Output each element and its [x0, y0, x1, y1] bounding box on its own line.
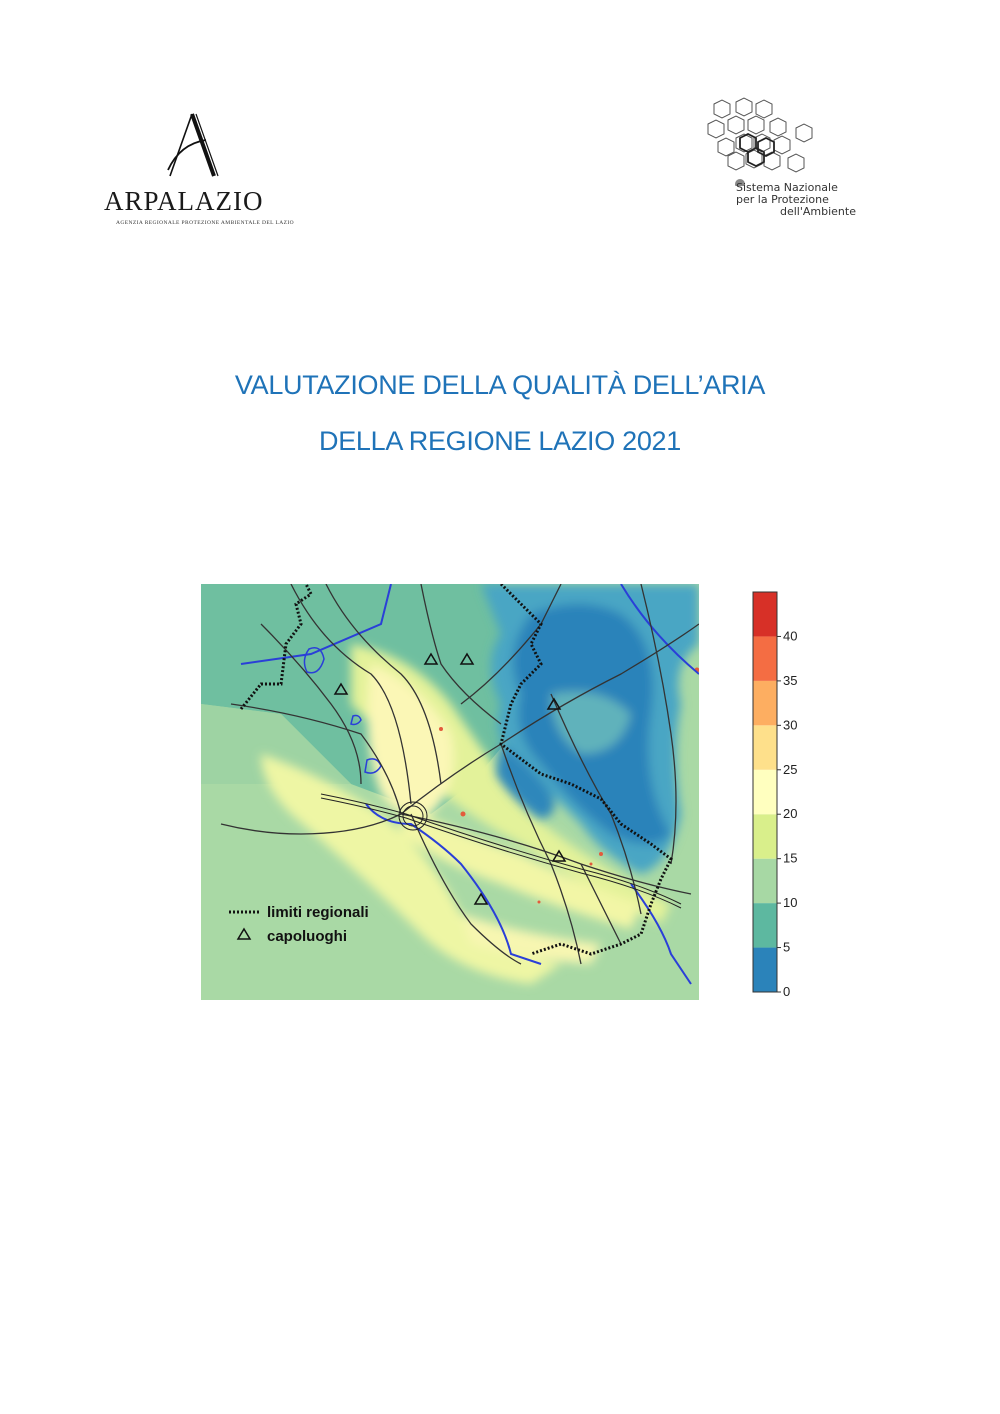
colorbar-tick-label: 25 [783, 761, 798, 777]
colorbar-band [753, 903, 777, 947]
air-quality-map [201, 584, 699, 1000]
arpalazio-mark-icon [162, 110, 222, 182]
colorbar-tick-label: 5 [783, 939, 791, 955]
regional-limits-legend-label: limiti regionali [267, 904, 369, 921]
colorbar-band [753, 948, 777, 992]
arpalazio-logo [104, 110, 294, 230]
colorbar-tick-label: 15 [783, 850, 798, 866]
snpa-text [736, 182, 906, 218]
document-title-line1: VALUTAZIONE DELLA QUALITÀ DELL’ARIA [234, 370, 766, 400]
colorbar-tick-label: 10 [783, 895, 798, 911]
colorbar-band [753, 770, 777, 814]
arpalazio-name: ARPALAZIO [104, 186, 264, 216]
snpa-logo [700, 96, 900, 231]
colorbar-band [753, 592, 777, 636]
snpa-line1: Sistema Nazionale [736, 181, 838, 194]
hexagon-network-icon [700, 96, 830, 186]
colorbar-legend [740, 584, 810, 1004]
snpa-line3: dell'Ambiente [780, 205, 856, 218]
arpalazio-subtitle: AGENZIA REGIONALE PROTEZIONE AMBIENTALE DEL LAZIO [116, 220, 294, 226]
colorbar-band [753, 725, 777, 769]
colorbar-tick-label: 20 [783, 806, 798, 822]
capitals-legend-label: capoluoghi [267, 928, 347, 945]
colorbar-tick-label: 0 [783, 984, 791, 999]
colorbar-tick-label: 30 [783, 717, 798, 733]
colorbar-band [753, 681, 777, 725]
colorbar-tick-label: 40 [783, 628, 798, 644]
colorbar-band [753, 814, 777, 858]
colorbar-band [753, 859, 777, 903]
colorbar-tick-label: 35 [783, 672, 798, 688]
snpa-line2: per la Protezione [736, 193, 829, 206]
document-title-line2: DELLA REGIONE LAZIO 2021 [319, 426, 681, 456]
colorbar-band [753, 636, 777, 680]
